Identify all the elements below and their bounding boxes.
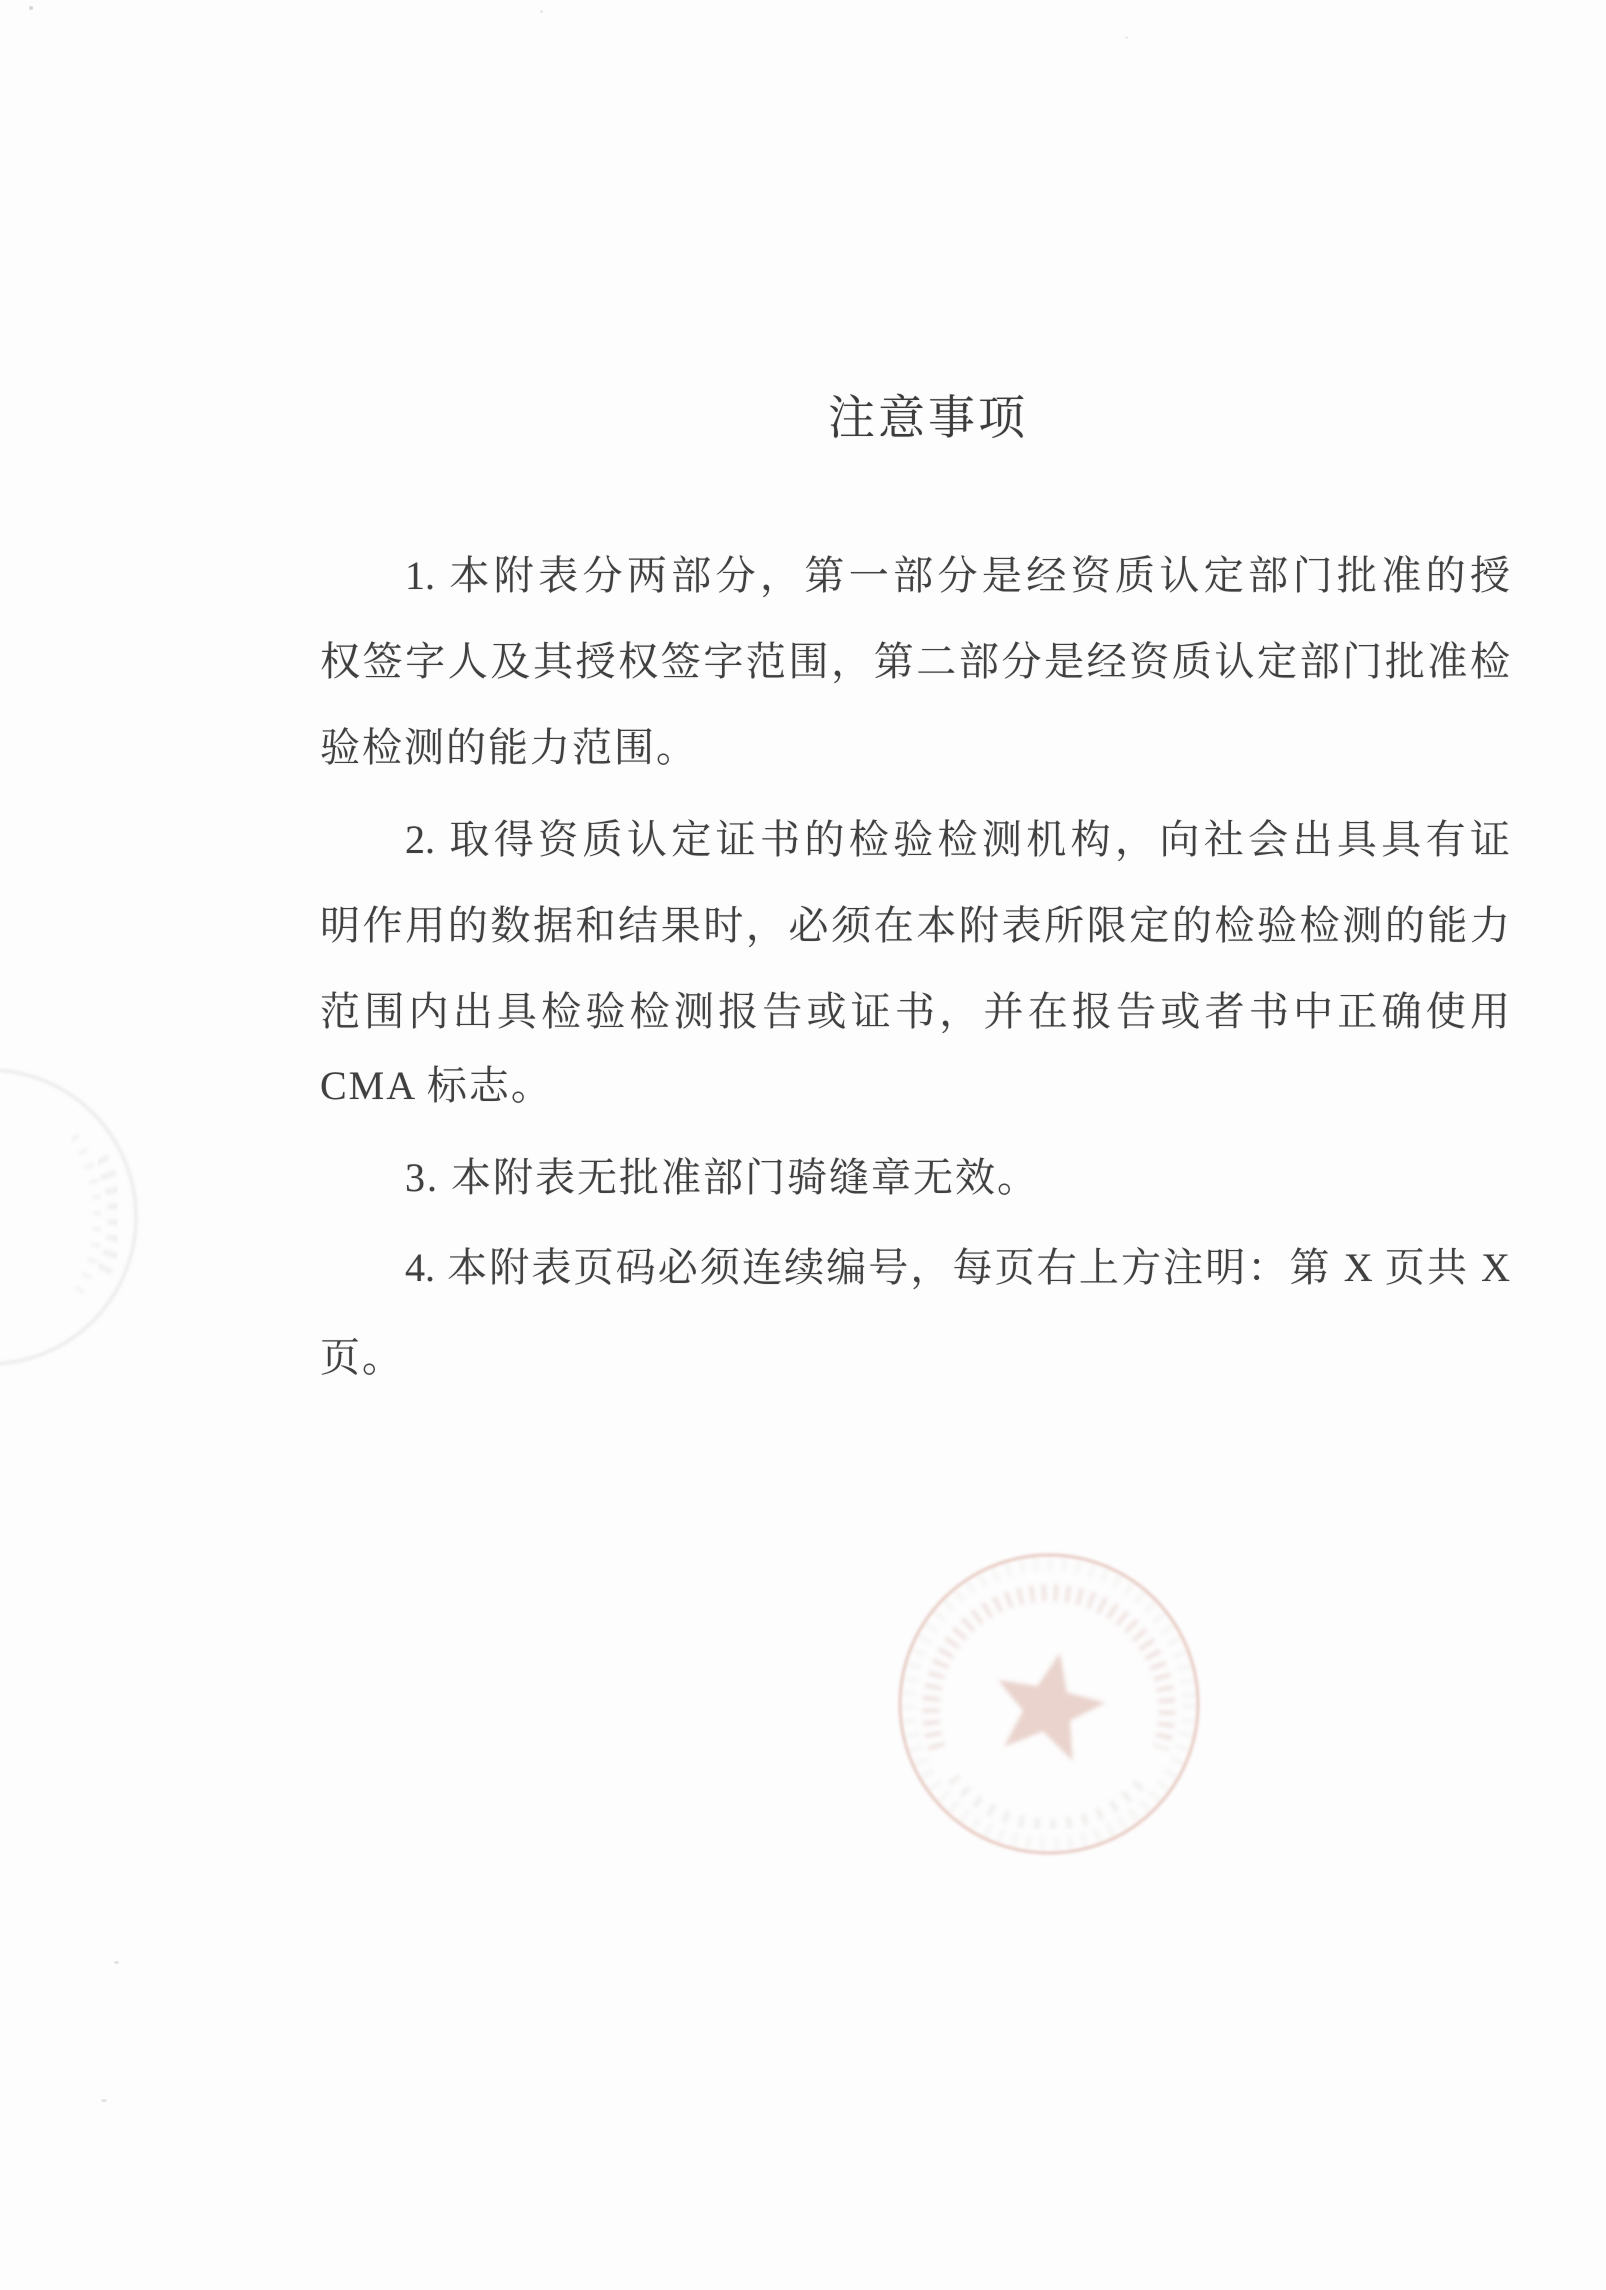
- scan-speck: [114, 1961, 119, 1964]
- text-line: 2. 取得资质认定证书的检验检测机构，向社会出具具有证: [405, 817, 1510, 862]
- text-line: 范围内出具检验检测报告或证书，并在报告或者书中正确使用: [320, 989, 1510, 1034]
- scan-speck: [29, 6, 33, 10]
- text-line: 权签字人及其授权签字范围，第二部分是经资质认定部门批准检: [320, 639, 1510, 684]
- edge-seal-ring: [0, 1070, 136, 1364]
- seal-arc-text-top: [931, 1593, 1167, 1748]
- scan-speck: [1125, 36, 1128, 39]
- seal-arc-text-bottom: [953, 1778, 1145, 1825]
- edge-seal-text-marks: [100, 1158, 116, 1278]
- text-line: 1. 本附表分两部分，第一部分是经资质认定部门批准的授: [405, 553, 1510, 598]
- page-title: 注意事项: [828, 393, 1028, 445]
- seal-outer-ring: [900, 1555, 1198, 1853]
- text-line: 4. 本附表页码必须连续编号，每页右上方注明：第 X 页共 X: [405, 1245, 1510, 1290]
- cross-page-seal-fragment: [0, 1066, 140, 1368]
- official-red-seal: [893, 1548, 1205, 1860]
- text-line: 明作用的数据和结果时，必须在本附表所限定的检验检测的能力: [320, 903, 1510, 948]
- scan-speck: [101, 2099, 107, 2102]
- text-line: CMA 标志。: [320, 1063, 553, 1108]
- text-line: 3. 本附表无批准部门骑缝章无效。: [405, 1155, 1039, 1200]
- text-line: 验检测的能力范围。: [320, 725, 698, 770]
- scan-speck: [540, 10, 543, 13]
- text-line: 页。: [320, 1335, 404, 1380]
- seal-star-icon: [985, 1642, 1114, 1766]
